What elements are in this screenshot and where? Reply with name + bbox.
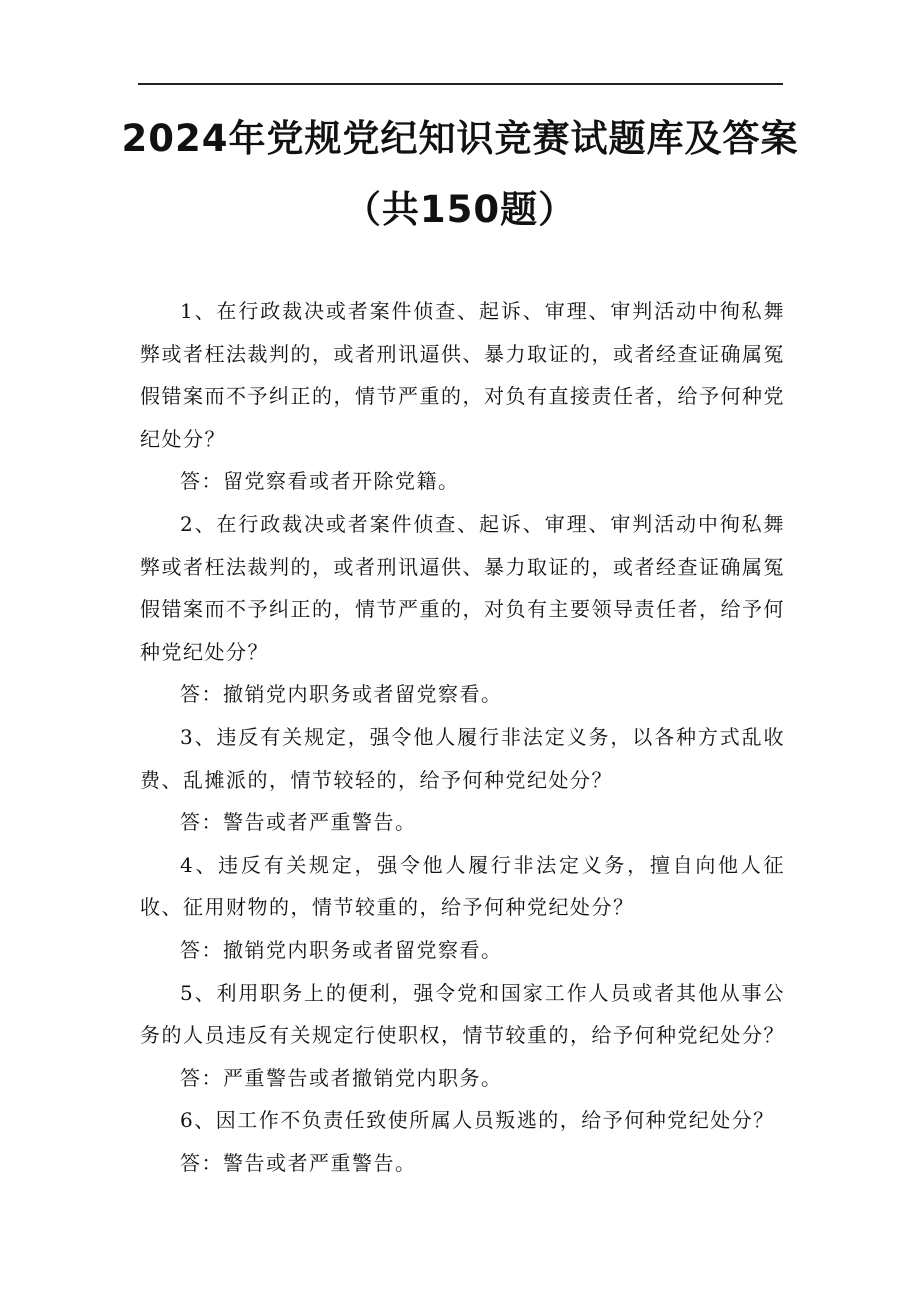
answer-1: 答：留党察看或者开除党籍。 bbox=[180, 469, 460, 494]
question-list bbox=[140, 290, 785, 1184]
answer-5: 答：严重警告或者撤销党内职务。 bbox=[180, 1065, 503, 1090]
question-6: 6、因工作不负责任致使所属人员叛逃的，给予何种党纪处分？ bbox=[180, 1108, 775, 1133]
question-4: 4、违反有关规定，强令他人履行非法定义务，擅自向他人征收、征用财物的，情节较重的，给予何种党纪处分？ bbox=[140, 852, 785, 920]
question-2: 2、在行政裁决或者案件侦查、起诉、审理、审判活动中徇私舞弊或者枉法裁判的，或者刑讯逼供、暴力取证的，或者经查证确属冤假错案而不予纠正的，情节严重的，对负有主要领导责任者，给予何种党纪处分？ bbox=[140, 511, 785, 664]
answer-6: 答：警告或者严重警告。 bbox=[180, 1150, 417, 1175]
answer-3: 答：警告或者严重警告。 bbox=[180, 810, 417, 835]
answer-2: 答：撤销党内职务或者留党察看。 bbox=[180, 682, 503, 707]
document-title: 2024年党规党纪知识竞赛试题库及答案 bbox=[121, 117, 799, 160]
question-5: 5、利用职务上的便利，强令党和国家工作人员或者其他从事公务的人员违反有关规定行使职权，情节较重的，给予何种党纪处分？ bbox=[140, 980, 785, 1048]
question-1: 1、在行政裁决或者案件侦查、起诉、审理、审判活动中徇私舞弊或者枉法裁判的，或者刑讯逼供、暴力取证的，或者经查证确属冤假错案而不予纠正的，情节严重的，对负有直接责任者，给予何种党纪处分？ bbox=[140, 299, 785, 451]
document-subtitle: （共150题） bbox=[343, 188, 577, 231]
header-rule bbox=[138, 83, 783, 85]
answer-4: 答：撤销党内职务或者留党察看。 bbox=[180, 937, 503, 962]
question-3: 3、违反有关规定，强令他人履行非法定义务，以各种方式乱收费、乱摊派的，情节较轻的，给予何种党纪处分？ bbox=[140, 724, 785, 792]
